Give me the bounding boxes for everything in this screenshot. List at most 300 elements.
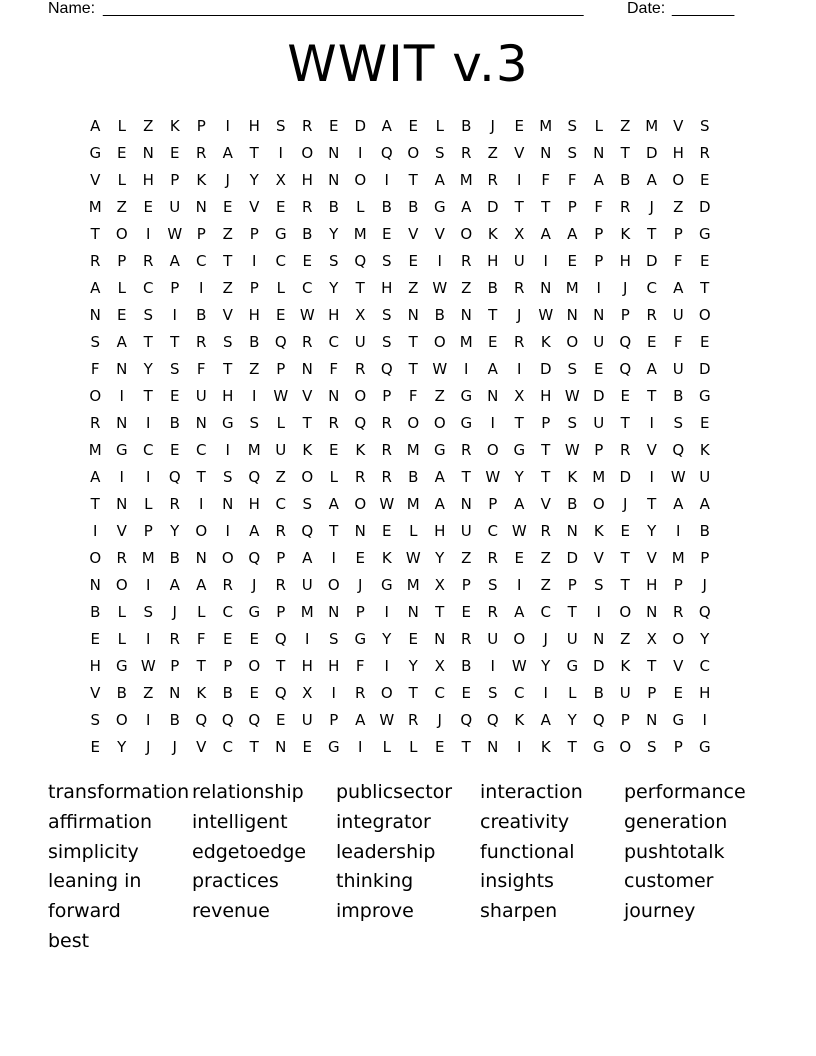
grid-letter: H bbox=[248, 306, 260, 324]
grid-letter: P bbox=[594, 252, 604, 270]
grid-letter: M bbox=[645, 117, 659, 135]
grid-letter: R bbox=[275, 576, 286, 594]
grid-letter: A bbox=[646, 360, 657, 378]
grid-letter: E bbox=[408, 252, 418, 270]
grid-letter: F bbox=[90, 360, 100, 378]
grid-letter: Q bbox=[619, 333, 632, 351]
grid-letter: P bbox=[276, 360, 286, 378]
grid-letter: E bbox=[117, 306, 127, 324]
grid-letter: Z bbox=[434, 387, 445, 405]
grid-letter: S bbox=[169, 360, 180, 378]
grid-letter: Z bbox=[143, 684, 154, 702]
grid-letter: J bbox=[225, 171, 230, 189]
grid-letter: E bbox=[117, 144, 127, 162]
grid-letter: V bbox=[302, 387, 313, 405]
grid-letter: G bbox=[327, 738, 340, 756]
grid-letter: T bbox=[435, 603, 445, 621]
grid-letter: R bbox=[169, 495, 180, 513]
grid-letter: O bbox=[354, 387, 367, 405]
grid-letter: K bbox=[381, 549, 392, 567]
grid-letter: P bbox=[594, 441, 604, 459]
grid-letter: Q bbox=[221, 711, 234, 729]
grid-letter: B bbox=[699, 522, 710, 540]
grid-letter: F bbox=[567, 171, 577, 189]
grid-letter: H bbox=[301, 657, 313, 675]
grid-letter: E bbox=[276, 198, 286, 216]
grid-letter: A bbox=[699, 495, 710, 513]
grid-letter: J bbox=[490, 117, 495, 135]
grid-letter: B bbox=[169, 711, 180, 729]
grid-letter: O bbox=[115, 576, 128, 594]
grid-letter: D bbox=[592, 657, 605, 675]
grid-letter: I bbox=[676, 522, 681, 540]
grid-letter: B bbox=[169, 414, 180, 432]
grid-letter: L bbox=[276, 414, 285, 432]
grid-letter: A bbox=[540, 711, 551, 729]
grid-letter: X bbox=[302, 684, 313, 702]
grid-letter: O bbox=[433, 414, 446, 432]
grid-letter: Q bbox=[354, 414, 367, 432]
word-list-item: interaction bbox=[480, 781, 583, 803]
grid-letter: O bbox=[513, 630, 526, 648]
grid-letter: O bbox=[460, 225, 473, 243]
grid-letter: Z bbox=[540, 576, 551, 594]
grid-letter: E bbox=[249, 684, 259, 702]
grid-letter: K bbox=[514, 711, 525, 729]
grid-letter: A bbox=[169, 252, 180, 270]
grid-letter: T bbox=[408, 360, 418, 378]
word-list-item: revenue bbox=[192, 900, 270, 923]
grid-row bbox=[82, 248, 718, 275]
grid-letter: O bbox=[619, 603, 632, 621]
grid-letter: R bbox=[381, 441, 392, 459]
grid-letter: G bbox=[248, 603, 261, 621]
grid-letter: V bbox=[222, 306, 233, 324]
name-field[interactable]: ______________________________________________________ bbox=[103, 0, 584, 17]
grid-letter: C bbox=[275, 495, 286, 513]
grid-letter: M bbox=[406, 441, 420, 459]
grid-letter: A bbox=[90, 468, 101, 486]
grid-letter: N bbox=[116, 495, 128, 513]
grid-row bbox=[82, 275, 718, 302]
grid-letter: M bbox=[459, 171, 473, 189]
grid-letter: C bbox=[196, 441, 207, 459]
grid-letter: E bbox=[276, 306, 286, 324]
grid-letter: K bbox=[169, 117, 180, 135]
grid-letter: C bbox=[540, 603, 551, 621]
grid-letter: T bbox=[700, 279, 710, 297]
word-list-item: leadership bbox=[336, 840, 436, 863]
grid-letter: N bbox=[354, 522, 366, 540]
grid-letter: U bbox=[619, 684, 631, 702]
grid-letter: E bbox=[382, 225, 392, 243]
grid-letter: O bbox=[354, 495, 367, 513]
grid-letter: S bbox=[434, 144, 445, 162]
grid-letter: L bbox=[409, 522, 418, 540]
grid-letter: X bbox=[355, 306, 366, 324]
grid-letter: G bbox=[433, 198, 446, 216]
grid-letter: V bbox=[90, 171, 101, 189]
grid-letter: P bbox=[488, 495, 498, 513]
grid-letter: E bbox=[329, 117, 339, 135]
grid-row bbox=[82, 302, 718, 329]
word-list-item: improve bbox=[336, 900, 414, 923]
grid-letter: T bbox=[541, 441, 551, 459]
grid-letter: F bbox=[196, 630, 206, 648]
grid-letter: Y bbox=[117, 738, 127, 756]
grid-letter: Z bbox=[540, 549, 551, 567]
grid-letter: Q bbox=[274, 630, 287, 648]
grid-letter: H bbox=[487, 252, 499, 270]
grid-row bbox=[82, 140, 718, 167]
grid-letter: J bbox=[543, 630, 548, 648]
grid-letter: R bbox=[487, 549, 498, 567]
grid-letter: N bbox=[328, 144, 340, 162]
grid-letter: N bbox=[328, 387, 340, 405]
grid-letter: Y bbox=[382, 630, 392, 648]
grid-letter: U bbox=[699, 468, 711, 486]
grid-letter: Z bbox=[461, 549, 472, 567]
grid-letter: N bbox=[222, 495, 234, 513]
grid-letter: I bbox=[199, 495, 204, 513]
grid-letter: I bbox=[358, 144, 363, 162]
grid-letter: L bbox=[329, 468, 338, 486]
grid-letter: T bbox=[567, 603, 577, 621]
grid-letter: N bbox=[487, 738, 499, 756]
grid-letter: F bbox=[541, 171, 551, 189]
grid-letter: L bbox=[568, 684, 577, 702]
grid-letter: E bbox=[673, 684, 683, 702]
grid-letter: N bbox=[593, 630, 605, 648]
grid-letter: R bbox=[302, 117, 313, 135]
word-list-item: pushtotalk bbox=[624, 840, 725, 863]
grid-letter: P bbox=[461, 576, 471, 594]
grid-letter: C bbox=[699, 657, 710, 675]
grid-row bbox=[82, 680, 718, 707]
grid-letter: P bbox=[196, 225, 206, 243]
grid-letter: B bbox=[487, 279, 498, 297]
grid-letter: P bbox=[620, 306, 630, 324]
grid-letter: G bbox=[115, 657, 128, 675]
grid-letter: L bbox=[117, 117, 126, 135]
grid-letter: E bbox=[302, 252, 312, 270]
grid-letter: G bbox=[274, 225, 287, 243]
grid-letter: W bbox=[299, 306, 315, 324]
grid-letter: I bbox=[172, 306, 177, 324]
grid-letter: O bbox=[407, 144, 420, 162]
grid-letter: W bbox=[564, 441, 580, 459]
word-list-item: customer bbox=[624, 870, 714, 893]
header bbox=[48, 0, 748, 20]
grid-letter: U bbox=[487, 630, 499, 648]
grid-letter: E bbox=[329, 441, 339, 459]
grid-letter: Z bbox=[620, 630, 631, 648]
grid-letter: X bbox=[514, 387, 525, 405]
grid-letter: T bbox=[408, 684, 418, 702]
grid-letter: R bbox=[90, 414, 101, 432]
grid-letter: Q bbox=[248, 549, 261, 567]
grid-letter: Q bbox=[195, 711, 208, 729]
grid-letter: B bbox=[328, 198, 339, 216]
grid-letter: B bbox=[408, 198, 419, 216]
grid-letter: G bbox=[433, 441, 446, 459]
grid-letter: G bbox=[221, 414, 234, 432]
grid-row bbox=[82, 167, 718, 194]
grid-letter: S bbox=[593, 576, 604, 594]
grid-letter: V bbox=[673, 117, 684, 135]
grid-letter: X bbox=[275, 171, 286, 189]
grid-letter: N bbox=[116, 414, 128, 432]
grid-letter: E bbox=[143, 198, 153, 216]
grid-letter: C bbox=[196, 252, 207, 270]
grid-letter: T bbox=[170, 333, 180, 351]
grid-letter: A bbox=[673, 279, 684, 297]
grid-letter: I bbox=[119, 468, 124, 486]
grid-letter: X bbox=[434, 657, 445, 675]
grid-letter: S bbox=[302, 495, 313, 513]
grid-letter: L bbox=[117, 603, 126, 621]
grid-letter: W bbox=[670, 468, 686, 486]
grid-letter: E bbox=[276, 711, 286, 729]
grid-letter: Z bbox=[249, 360, 260, 378]
grid-letter: L bbox=[356, 198, 365, 216]
grid-letter: P bbox=[700, 549, 710, 567]
grid-letter: F bbox=[673, 252, 683, 270]
grid-letter: W bbox=[405, 549, 421, 567]
grid-letter: I bbox=[146, 468, 151, 486]
grid-letter: P bbox=[673, 225, 683, 243]
grid-letter: F bbox=[594, 198, 604, 216]
grid-letter: P bbox=[567, 576, 577, 594]
page-title: WWIT v.3 bbox=[287, 35, 529, 93]
grid-letter: C bbox=[275, 252, 286, 270]
grid-letter: T bbox=[196, 657, 206, 675]
grid-letter: F bbox=[355, 657, 365, 675]
grid-letter: A bbox=[222, 144, 233, 162]
grid-letter: U bbox=[354, 333, 366, 351]
grid-letter: E bbox=[355, 549, 365, 567]
grid-letter: R bbox=[196, 144, 207, 162]
word-list-item: functional bbox=[480, 840, 575, 863]
grid-letter: K bbox=[593, 522, 604, 540]
grid-letter: O bbox=[672, 630, 685, 648]
grid-letter: I bbox=[146, 225, 151, 243]
grid-letter: U bbox=[301, 711, 313, 729]
grid-letter: S bbox=[222, 468, 233, 486]
grid-letter: P bbox=[647, 684, 657, 702]
grid-letter: N bbox=[540, 144, 552, 162]
grid-letter: S bbox=[567, 144, 578, 162]
grid-row bbox=[82, 464, 718, 491]
grid-letter: A bbox=[90, 117, 101, 135]
grid-letter: I bbox=[517, 738, 522, 756]
grid-letter: Z bbox=[116, 198, 127, 216]
grid-letter: K bbox=[567, 468, 578, 486]
grid-letter: S bbox=[90, 333, 101, 351]
grid-letter: Z bbox=[461, 279, 472, 297]
grid-row bbox=[82, 221, 718, 248]
grid-letter: A bbox=[355, 711, 366, 729]
grid-letter: P bbox=[276, 603, 286, 621]
grid-letter: I bbox=[225, 117, 230, 135]
grid-letter: O bbox=[301, 144, 314, 162]
grid-letter: V bbox=[116, 522, 127, 540]
grid-letter: N bbox=[566, 522, 578, 540]
grid-letter: Y bbox=[541, 657, 551, 675]
grid-letter: P bbox=[223, 657, 233, 675]
grid-letter: D bbox=[698, 198, 711, 216]
grid-row bbox=[82, 437, 718, 464]
grid-letter: R bbox=[646, 306, 657, 324]
grid-letter: W bbox=[273, 387, 289, 405]
grid-letter: U bbox=[460, 522, 472, 540]
grid-letter: N bbox=[116, 360, 128, 378]
word-list-item: integrator bbox=[336, 810, 431, 833]
grid-letter: G bbox=[592, 738, 605, 756]
grid-letter: N bbox=[195, 414, 207, 432]
grid-letter: W bbox=[379, 711, 395, 729]
grid-letter: Y bbox=[700, 630, 710, 648]
word-list-item: generation bbox=[624, 810, 728, 833]
grid-letter: R bbox=[381, 468, 392, 486]
grid-letter: T bbox=[461, 738, 471, 756]
grid-letter: Q bbox=[248, 468, 261, 486]
grid-letter: M bbox=[141, 549, 155, 567]
grid-letter: E bbox=[408, 117, 418, 135]
grid-letter: N bbox=[434, 630, 446, 648]
grid-letter: L bbox=[117, 630, 126, 648]
grid-letter: P bbox=[673, 576, 683, 594]
grid-letter: B bbox=[593, 684, 604, 702]
grid-letter: W bbox=[432, 279, 448, 297]
grid-letter: M bbox=[539, 117, 553, 135]
grid-letter: J bbox=[517, 306, 522, 324]
grid-letter: A bbox=[434, 171, 445, 189]
date-field[interactable]: _______ bbox=[672, 0, 735, 17]
grid-letter: Q bbox=[486, 711, 499, 729]
grid-letter: I bbox=[146, 576, 151, 594]
grid-letter: P bbox=[355, 603, 365, 621]
grid-letter: Y bbox=[408, 657, 418, 675]
grid-letter: E bbox=[90, 630, 100, 648]
grid-letter: T bbox=[408, 171, 418, 189]
grid-letter: K bbox=[196, 171, 207, 189]
grid-letter: Q bbox=[248, 711, 261, 729]
grid-letter: E bbox=[90, 738, 100, 756]
grid-letter: R bbox=[381, 414, 392, 432]
grid-letter: R bbox=[143, 252, 154, 270]
grid-letter: O bbox=[221, 549, 234, 567]
grid-letter: I bbox=[252, 252, 257, 270]
grid-letter: A bbox=[302, 549, 313, 567]
grid-letter: J bbox=[623, 279, 628, 297]
grid-letter: Q bbox=[380, 360, 393, 378]
grid-letter: R bbox=[196, 333, 207, 351]
grid-letter: E bbox=[567, 252, 577, 270]
word-list-item: thinking bbox=[336, 870, 414, 893]
grid-letter: U bbox=[301, 576, 313, 594]
grid-letter: T bbox=[223, 252, 233, 270]
grid-letter: X bbox=[514, 225, 525, 243]
grid-letter: L bbox=[117, 279, 126, 297]
grid-letter: T bbox=[647, 495, 657, 513]
grid-letter: I bbox=[146, 711, 151, 729]
grid-letter: H bbox=[381, 279, 393, 297]
grid-letter: R bbox=[673, 603, 684, 621]
grid-letter: M bbox=[88, 198, 102, 216]
grid-letter: E bbox=[170, 387, 180, 405]
grid-letter: O bbox=[407, 414, 420, 432]
grid-letter: T bbox=[514, 414, 524, 432]
grid-letter: R bbox=[620, 198, 631, 216]
grid-letter: I bbox=[517, 360, 522, 378]
grid-letter: I bbox=[517, 171, 522, 189]
grid-letter: S bbox=[567, 414, 578, 432]
grid-letter: V bbox=[249, 198, 260, 216]
word-list-item: creativity bbox=[480, 810, 570, 833]
grid-letter: Q bbox=[592, 711, 605, 729]
grid-letter: A bbox=[328, 495, 339, 513]
grid-letter: O bbox=[195, 522, 208, 540]
grid-letter: G bbox=[354, 630, 367, 648]
grid-letter: I bbox=[358, 738, 363, 756]
grid-letter: L bbox=[409, 738, 418, 756]
grid-letter: S bbox=[143, 306, 154, 324]
grid-letter: K bbox=[620, 657, 631, 675]
grid-letter: N bbox=[89, 306, 101, 324]
grid-letter: L bbox=[144, 495, 153, 513]
grid-letter: A bbox=[461, 198, 472, 216]
grid-letter: V bbox=[434, 225, 445, 243]
grid-letter: J bbox=[172, 603, 177, 621]
word-list-item: forward bbox=[48, 900, 121, 923]
grid-letter: N bbox=[275, 738, 287, 756]
grid-letter: A bbox=[646, 171, 657, 189]
grid-letter: I bbox=[93, 522, 98, 540]
grid-letter: O bbox=[89, 387, 102, 405]
grid-letter: I bbox=[384, 171, 389, 189]
grid-letter: R bbox=[355, 468, 366, 486]
grid-row bbox=[82, 626, 718, 653]
grid-letter: R bbox=[461, 144, 472, 162]
grid-letter: O bbox=[698, 306, 711, 324]
grid-letter: N bbox=[407, 306, 419, 324]
grid-letter: U bbox=[195, 387, 207, 405]
grid-letter: A bbox=[567, 225, 578, 243]
grid-letter: Q bbox=[274, 684, 287, 702]
grid-letter: I bbox=[119, 387, 124, 405]
grid-letter: B bbox=[302, 225, 313, 243]
grid-letter: J bbox=[437, 711, 442, 729]
grid-letter: B bbox=[196, 306, 207, 324]
grid-letter: W bbox=[167, 225, 183, 243]
grid-letter: Y bbox=[170, 522, 180, 540]
grid-letter: A bbox=[381, 117, 392, 135]
grid-letter: P bbox=[276, 549, 286, 567]
grid-letter: Q bbox=[380, 144, 393, 162]
grid-letter: Y bbox=[143, 360, 153, 378]
grid-letter: H bbox=[699, 684, 711, 702]
grid-letter: J bbox=[252, 576, 257, 594]
grid-letter: P bbox=[117, 252, 127, 270]
grid-letter: E bbox=[700, 171, 710, 189]
grid-letter: C bbox=[222, 738, 233, 756]
grid-letter: D bbox=[486, 198, 499, 216]
grid-letter: S bbox=[90, 711, 101, 729]
grid-letter: Y bbox=[435, 549, 445, 567]
grid-letter: R bbox=[487, 603, 498, 621]
grid-letter: N bbox=[646, 603, 658, 621]
